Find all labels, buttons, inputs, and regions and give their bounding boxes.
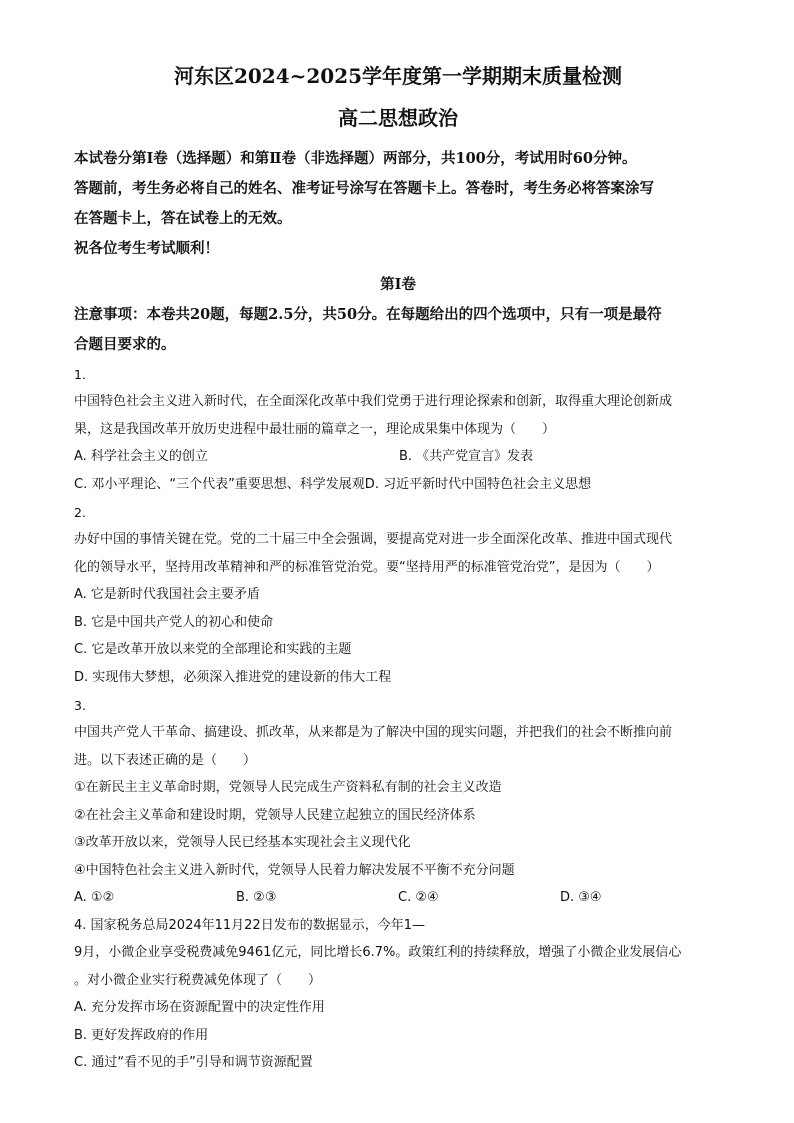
instruction-line: 在答题卡上，答在试卷上的无效。 bbox=[74, 210, 292, 227]
option-b: B. ②③ bbox=[236, 890, 277, 905]
instruction-line: 答题前，考生务必将自己的姓名、准考证号涂写在答题卡上。答卷时，考生务必将答案涂写 bbox=[74, 180, 654, 197]
statement-2: ②在社会主义革命和建设时期，党领导人民建立起独立的国民经济体系 bbox=[74, 807, 476, 823]
option-b: B. 更好发挥政府的作用 bbox=[74, 1027, 209, 1043]
question-stem-line: 办好中国的事情关键在党。党的二十届三中全会强调，要提高党对进一步全面深化改革、推进中国式现代 bbox=[74, 532, 673, 547]
options-row bbox=[74, 443, 722, 471]
question-stem-line: 中国特色社会主义进入新时代，在全面深化改革中我们党勇于进行理论探索和创新，取得重大理论创新成 bbox=[74, 394, 673, 409]
option-a: A. 它是新时代我国社会主要矛盾 bbox=[74, 587, 260, 602]
question-stem-line: 4. 国家税务总局2024年11月22日发布的数据显示，今年1— bbox=[74, 917, 425, 933]
section-note-line: 合题目要求的。 bbox=[74, 336, 176, 353]
question-stem-line: 果，这是我国改革开放历史进程中最壮丽的篇章之一，理论成果集中体现为（ ） bbox=[74, 421, 556, 437]
option-d: D. 实现伟大梦想，必须深入推进党的建设新的伟大工程 bbox=[74, 669, 392, 685]
question-3 bbox=[74, 693, 722, 912]
option-c-d: C. 邓小平理论、“三个代表”重要思想、科学发展观D. 习近平新时代中国特色社会主义思想 bbox=[74, 476, 592, 492]
statement-4: ④中国特色社会主义进入新时代，党领导人民着力解决发展不平衡不充分问题 bbox=[74, 862, 515, 878]
question-number: 1. bbox=[74, 367, 86, 382]
question-number: 3. bbox=[74, 698, 86, 713]
question-stem-line: 中国共产党人干革命、搞建设、抓改革，从来都是为了解决中国的现实问题，并把我们的社会不断推向前 bbox=[74, 725, 673, 740]
option-d: D. ③④ bbox=[560, 890, 602, 905]
section-title: 第Ⅰ卷 bbox=[380, 276, 416, 293]
exam-subject: 高二思想政治 bbox=[338, 106, 458, 130]
question-2 bbox=[74, 500, 722, 691]
exam-page bbox=[74, 62, 722, 1077]
option-c: C. 通过“看不见的手”引导和调节资源配置 bbox=[74, 1055, 313, 1070]
options-row bbox=[74, 884, 722, 912]
section-note bbox=[74, 300, 722, 360]
question-stem-line: 化的领导水平，坚持用改革精神和严的标准管党治党。要“坚持用严的标准管党治党”，是因为（ ） bbox=[74, 559, 660, 575]
option-c: C. 它是改革开放以来党的全部理论和实践的主题 bbox=[74, 642, 352, 657]
statement-3: ③改革开放以来，党领导人民已经基本实现社会主义现代化 bbox=[74, 835, 411, 850]
question-1 bbox=[74, 362, 722, 498]
option-a: A. ①② bbox=[74, 890, 115, 905]
instruction-line: 本试卷分第Ⅰ卷（选择题）和第Ⅱ卷（非选择题）两部分，共100分，考试用时60分钟。 bbox=[74, 150, 637, 167]
section-note-line: 注意事项：本卷共20题，每题2.5分，共50分。在每题给出的四个选项中，只有一项是最符 bbox=[74, 306, 662, 323]
question-number: 2. bbox=[74, 505, 86, 520]
option-b: B. 它是中国共产党人的初心和使命 bbox=[74, 614, 274, 630]
statement-1: ①在新民主主义革命时期，党领导人民完成生产资料私有制的社会主义改造 bbox=[74, 780, 502, 795]
question-stem-line: 进。以下表述正确的是（ ） bbox=[74, 752, 257, 768]
instruction-line: 祝各位考生考试顺利！ bbox=[74, 240, 219, 257]
option-a: A. 充分发挥市场在资源配置中的决定性作用 bbox=[74, 1000, 325, 1015]
exam-title: 河东区2024~2025学年度第一学期期末质量检测 bbox=[173, 64, 623, 88]
option-b: B. 《共产党宣言》发表 bbox=[399, 449, 534, 464]
instructions bbox=[74, 144, 722, 264]
question-stem-line: 。对小微企业实行税费减免体现了（ ） bbox=[74, 972, 322, 988]
option-a: A. 科学社会主义的创立 bbox=[74, 449, 208, 464]
option-c: C. ②④ bbox=[398, 890, 439, 905]
question-4 bbox=[74, 912, 722, 1077]
question-stem-line: 9月，小微企业享受税费减免9461亿元，同比增长6.7%。政策红利的持续释放，增强了小微企业发展信心 bbox=[74, 945, 682, 960]
